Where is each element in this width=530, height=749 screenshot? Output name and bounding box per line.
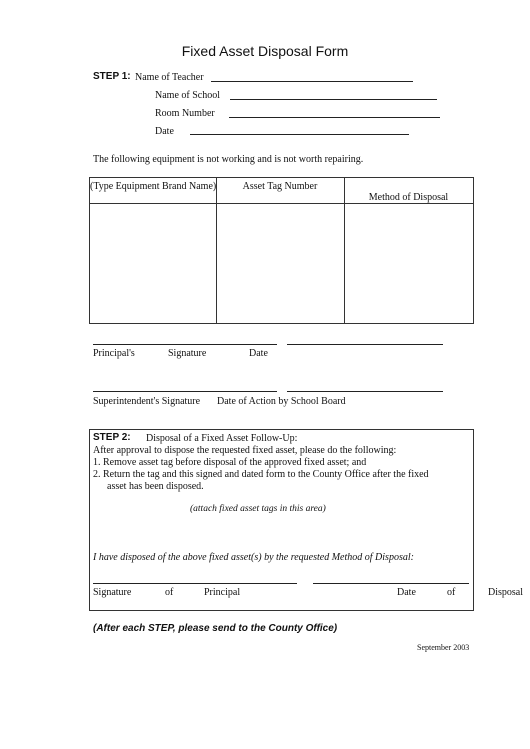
disposal-principal-label: Principal xyxy=(204,587,241,598)
attach-tags-note: (attach fixed asset tags in this area) xyxy=(190,504,326,514)
school-label: Name of School xyxy=(155,90,220,101)
table-divider-1 xyxy=(216,178,217,323)
step2-line3: 2. Return the tag and this signed and dated form to the County Office after the fixed xyxy=(93,469,429,480)
step2-label: STEP 2: xyxy=(93,432,131,443)
footer-note: (After each STEP, please send to the County Office) xyxy=(93,623,338,634)
table-header-equipment: (Type Equipment Brand Name) xyxy=(90,181,217,192)
principal-signature-line[interactable] xyxy=(93,344,277,345)
principal-label: Principal's xyxy=(93,348,135,359)
equipment-table xyxy=(89,177,474,324)
disposal-disposal-label: Disposal xyxy=(488,587,523,598)
disposal-of-label-2: of xyxy=(447,587,456,598)
revision-date: September 2003 xyxy=(417,643,470,652)
disposal-signature-label: Signature xyxy=(93,587,132,598)
disposal-signature-line[interactable] xyxy=(93,583,297,584)
certify-statement: I have disposed of the above fixed asset(s) by the requested Method of Disposal: xyxy=(93,552,414,563)
form-title: Fixed Asset Disposal Form xyxy=(181,43,349,59)
teacher-label: Name of Teacher xyxy=(135,72,204,83)
disposal-date-line[interactable] xyxy=(313,583,469,584)
board-date-label: Date of Action by School Board xyxy=(217,396,346,407)
disposal-of-label-1: of xyxy=(165,587,174,598)
step2-line2: 1. Remove asset tag before disposal of the approved fixed asset; and xyxy=(93,457,367,468)
principal-date-line[interactable] xyxy=(287,344,443,345)
superintendent-signature-line[interactable] xyxy=(93,391,277,392)
step1-label: STEP 1: xyxy=(93,71,131,82)
step2-line1: After approval to dispose the requested fixed asset, please do the following: xyxy=(93,445,397,456)
signature-label: Signature xyxy=(168,348,207,359)
room-field[interactable] xyxy=(229,117,440,118)
date-row1-label: Date xyxy=(249,348,268,359)
date-field[interactable] xyxy=(190,134,409,135)
superintendent-label: Superintendent's Signature xyxy=(93,396,201,407)
step2-heading: Disposal of a Fixed Asset Follow-Up: xyxy=(146,433,298,444)
school-field[interactable] xyxy=(230,99,437,100)
step2-line4: asset has been disposed. xyxy=(107,481,204,492)
intro-text: The following equipment is not working and is not worth repairing. xyxy=(93,154,364,165)
table-header-asset-tag: Asset Tag Number xyxy=(242,181,318,192)
table-header-method: Method of Disposal xyxy=(368,192,449,203)
date-label: Date xyxy=(155,126,174,137)
teacher-field[interactable] xyxy=(211,81,413,82)
board-date-line[interactable] xyxy=(287,391,443,392)
table-header-rule xyxy=(90,203,473,204)
disposal-date-label: Date xyxy=(397,587,416,598)
room-label: Room Number xyxy=(155,108,215,119)
